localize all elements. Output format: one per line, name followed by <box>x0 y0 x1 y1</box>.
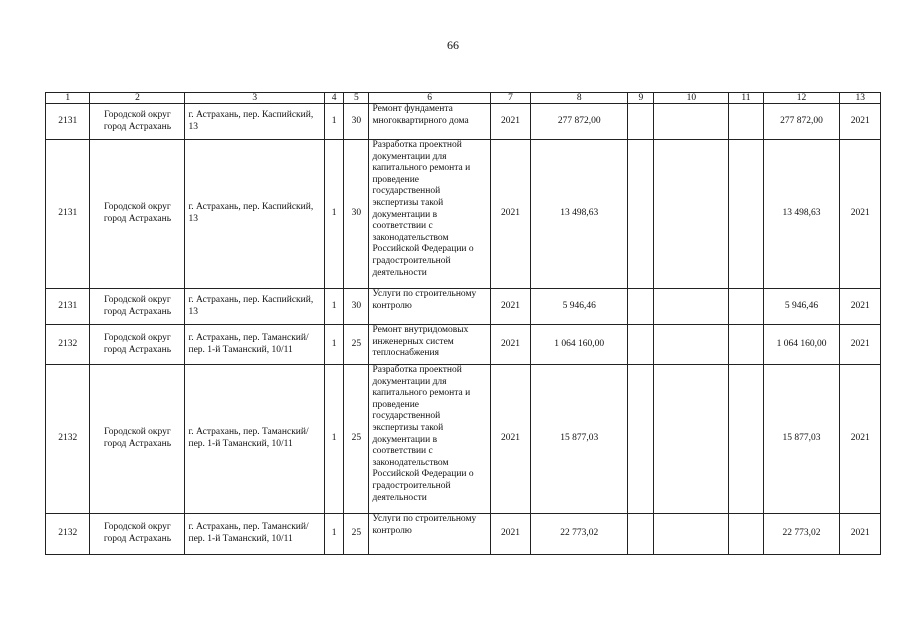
repair-program-table <box>45 92 881 555</box>
fund-cost: 277 872,00 <box>763 104 840 140</box>
column-number: 4 <box>324 93 343 104</box>
col-10-value <box>654 514 729 555</box>
fund-cost: 22 773,02 <box>763 514 840 555</box>
col-9-value <box>628 289 654 325</box>
col-9-value <box>628 365 654 514</box>
col-4-value: 1 <box>324 514 343 555</box>
municipality: Городской округ город Астрахань <box>90 289 185 325</box>
table-row <box>46 325 881 365</box>
address: г. Астрахань, пер. Каспийский, 13 <box>185 104 325 140</box>
completion-year: 2021 <box>840 514 881 555</box>
house-id: 2132 <box>46 514 90 555</box>
table-row <box>46 365 881 514</box>
house-id: 2131 <box>46 140 90 289</box>
column-number: 11 <box>729 93 763 104</box>
total-cost: 13 498,63 <box>531 140 628 289</box>
total-cost: 22 773,02 <box>531 514 628 555</box>
work-type: Разработка проектной документации для капитального ремонта и проведение государственной экспертизы такой документации в соответствии с законодательством Российской Федерации о градостроительной деятельности <box>369 365 490 514</box>
table-row <box>46 514 881 555</box>
address: г. Астрахань, пер. Каспийский, 13 <box>185 289 325 325</box>
table-row <box>46 140 881 289</box>
column-number: 5 <box>344 93 369 104</box>
year: 2021 <box>490 325 530 365</box>
completion-year: 2021 <box>840 104 881 140</box>
total-cost: 277 872,00 <box>531 104 628 140</box>
address: г. Астрахань, пер. Таманский/пер. 1-й Таманский, 10/11 <box>185 514 325 555</box>
total-cost: 15 877,03 <box>531 365 628 514</box>
address: г. Астрахань, пер. Таманский/пер. 1-й Таманский, 10/11 <box>185 325 325 365</box>
col-5-value: 25 <box>344 514 369 555</box>
fund-cost: 5 946,46 <box>763 289 840 325</box>
municipality: Городской округ город Астрахань <box>90 514 185 555</box>
col-11-value <box>729 140 763 289</box>
col-4-value: 1 <box>324 365 343 514</box>
house-id: 2131 <box>46 104 90 140</box>
column-number: 12 <box>763 93 840 104</box>
house-id: 2132 <box>46 325 90 365</box>
col-11-value <box>729 325 763 365</box>
col-4-value: 1 <box>324 325 343 365</box>
col-9-value <box>628 140 654 289</box>
col-5-value: 30 <box>344 104 369 140</box>
col-10-value <box>654 104 729 140</box>
col-11-value <box>729 514 763 555</box>
completion-year: 2021 <box>840 289 881 325</box>
column-number: 9 <box>628 93 654 104</box>
col-9-value <box>628 514 654 555</box>
col-9-value <box>628 325 654 365</box>
address: г. Астрахань, пер. Таманский/пер. 1-й Таманский, 10/11 <box>185 365 325 514</box>
fund-cost: 15 877,03 <box>763 365 840 514</box>
col-4-value: 1 <box>324 140 343 289</box>
col-5-value: 25 <box>344 325 369 365</box>
work-type: Ремонт фундамента многоквартирного дома <box>369 104 490 140</box>
total-cost: 5 946,46 <box>531 289 628 325</box>
column-number: 13 <box>840 93 881 104</box>
column-number: 2 <box>90 93 185 104</box>
col-4-value: 1 <box>324 104 343 140</box>
column-number: 1 <box>46 93 90 104</box>
column-number: 7 <box>490 93 530 104</box>
column-number: 6 <box>369 93 490 104</box>
house-id: 2131 <box>46 289 90 325</box>
year: 2021 <box>490 104 530 140</box>
year: 2021 <box>490 140 530 289</box>
table-row <box>46 104 881 140</box>
fund-cost: 1 064 160,00 <box>763 325 840 365</box>
municipality: Городской округ город Астрахань <box>90 104 185 140</box>
column-number: 10 <box>654 93 729 104</box>
col-5-value: 25 <box>344 365 369 514</box>
col-10-value <box>654 325 729 365</box>
municipality: Городской округ город Астрахань <box>90 365 185 514</box>
work-type: Услуги по строительному контролю <box>369 289 490 325</box>
work-type: Ремонт внутридомовых инженерных систем теплоснабжения <box>369 325 490 365</box>
col-10-value <box>654 140 729 289</box>
col-10-value <box>654 365 729 514</box>
col-9-value <box>628 104 654 140</box>
completion-year: 2021 <box>840 140 881 289</box>
column-number-row <box>46 93 881 104</box>
page-number: 66 <box>447 38 459 52</box>
column-number: 3 <box>185 93 325 104</box>
col-10-value <box>654 289 729 325</box>
col-11-value <box>729 365 763 514</box>
col-5-value: 30 <box>344 289 369 325</box>
year: 2021 <box>490 365 530 514</box>
year: 2021 <box>490 289 530 325</box>
completion-year: 2021 <box>840 365 881 514</box>
municipality: Городской округ город Астрахань <box>90 325 185 365</box>
col-11-value <box>729 289 763 325</box>
col-5-value: 30 <box>344 140 369 289</box>
total-cost: 1 064 160,00 <box>531 325 628 365</box>
work-type: Разработка проектной документации для капитального ремонта и проведение государственной экспертизы такой документации в соответствии с законодательством Российской Федерации о градостроительной деятельности <box>369 140 490 289</box>
work-type: Услуги по строительному контролю <box>369 514 490 555</box>
table-row <box>46 289 881 325</box>
fund-cost: 13 498,63 <box>763 140 840 289</box>
completion-year: 2021 <box>840 325 881 365</box>
col-4-value: 1 <box>324 289 343 325</box>
municipality: Городской округ город Астрахань <box>90 140 185 289</box>
house-id: 2132 <box>46 365 90 514</box>
column-number: 8 <box>531 93 628 104</box>
col-11-value <box>729 104 763 140</box>
year: 2021 <box>490 514 530 555</box>
address: г. Астрахань, пер. Каспийский, 13 <box>185 140 325 289</box>
